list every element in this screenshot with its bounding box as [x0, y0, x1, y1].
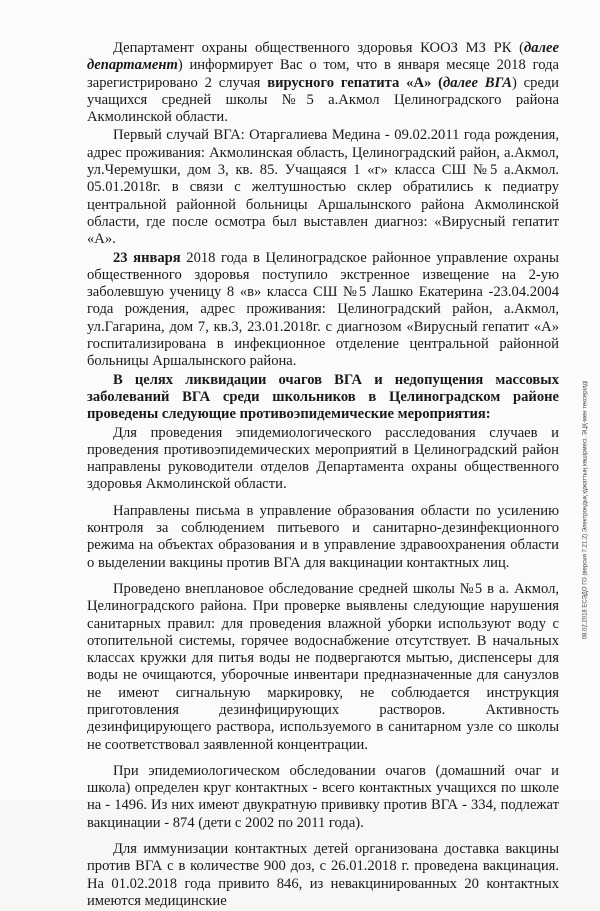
letter-body	[87, 40, 559, 911]
text-run-bold: 23 января	[113, 249, 181, 266]
paragraph-intro	[87, 40, 559, 126]
text-run-bold: вирусного гепатита «А» (	[267, 74, 443, 91]
paragraph-measures-heading: В целях ликвидации очагов ВГА и недопущения массовых заболеваний ВГА среди школьников в Целиноградском районе проведены следующие противоэпидемические мероприятия:	[87, 371, 559, 423]
paragraph-first-case: Первый случай ВГА: Отаргалиева Медина - 09.02.2011 года рождения, адрес проживания: Акмолинская область, Целиноградский район, а.Акмол, ул.Черемушки, дом 3, кв. 85. Учащаяся 1 «г» класса СШ №5 а.Акмол. 05.01.2018г. в связи с желтушностью склер обратились к педиатру центральной районной больницы Аршалынского района Акмолинской области, где после осмотра был выставлен диагноз: «Вирусный гепатит «А».	[87, 127, 559, 248]
text-run: Департамент охраны общественного здоровья КООЗ МЗ РК (	[113, 40, 525, 56]
paragraph-second-case	[87, 250, 559, 371]
text-run: ) информирует Вас о том, что в января месяце 2018 года зарегистрировано 2 случая	[87, 57, 559, 91]
text-run: ) среди учащихся средней школы №5 а.Акмол Целиноградского района Акмолинской области.	[87, 74, 559, 126]
text-run-italic: далее департамент	[87, 40, 559, 74]
paragraph-letters: Направлены письма в управление образования области по усилению контроля за соблюдением питьевого и санитарно-дезинфекционного режима на объектах образования и в управление здравоохранения области о выделении вакцины против ВГА для вакцинации контактных лиц.	[87, 502, 559, 571]
side-stamp	[570, 330, 600, 690]
text-run: 2018 года в Целиноградское районное управление охраны общественного здоровья поступило экстренное извещение на 2-ую заболевшую ученицу 8 «в» класса СШ №5 Лашко Екатерина -23.04.2004 года рождения, адрес проживания: Целиноградский район, а.Акмол, ул.Гагарина, дом 7, кв.3, 23.01.2018г. с диагнозом «Вирусный гепатит «А» госпитализирована в инфекционное отделение центральной районной больницы Аршалынского района.	[87, 249, 559, 370]
paragraph-immunization: Для иммунизации контактных детей организована доставка вакцины против ВГА с в количестве 900 доз, с 26.01.2018 г. проведена вакцинация. На 01.02.2018 года привито 846, из невакцинированных 20 контактных имеются медицинские	[87, 841, 559, 909]
text-run-bold-italic: далее ВГА	[442, 74, 512, 91]
paragraph-contacts: При эпидемиологическом обследовании очагов (домашний очаг и школа) определен круг контактных - всего контактных учащихся по школе на - 1496. Из них имеют двукратную прививку против ВГА - 334, подлежат вакцинации - 874 (дети с 2002 по 2011 года).	[87, 762, 559, 831]
paragraph-investigation: Для проведения эпидемиологического расследования случаев и проведения противоэпидемических мероприятий в Целиноградский район направлены руководители отделов Департамента охраны общественного здоровья Акмолинской области.	[87, 424, 559, 493]
side-stamp-text: 08.02.2018 ЕСЭДО ГО (версия 7.21.2) Электрондық құжаттың көшірмесі. ЭЦҚ-мен тексерілді	[582, 380, 588, 640]
paragraph-inspection: Проведено внеплановое обследование средней школы №5 в а. Акмол, Целиноградского района. При проверке выявлены следующие нарушения санитарных правил: для проведения влажной уборки используют воду с отопительной системы, горячее водоснабжение отсутствует. В начальных классах кружки для питья воды не подвергаются мытью, диспенсеры для воды не очищаются, уборочные инвентари предназначенные для санузлов не имеют сигнальную маркировку, не соблюдается инструкция приготовления дезинфицирующих растворов. Активность дезинфицирующего раствора, используемого в санитарном узле со школы не соответствовал заявленной концентрации.	[87, 580, 559, 753]
